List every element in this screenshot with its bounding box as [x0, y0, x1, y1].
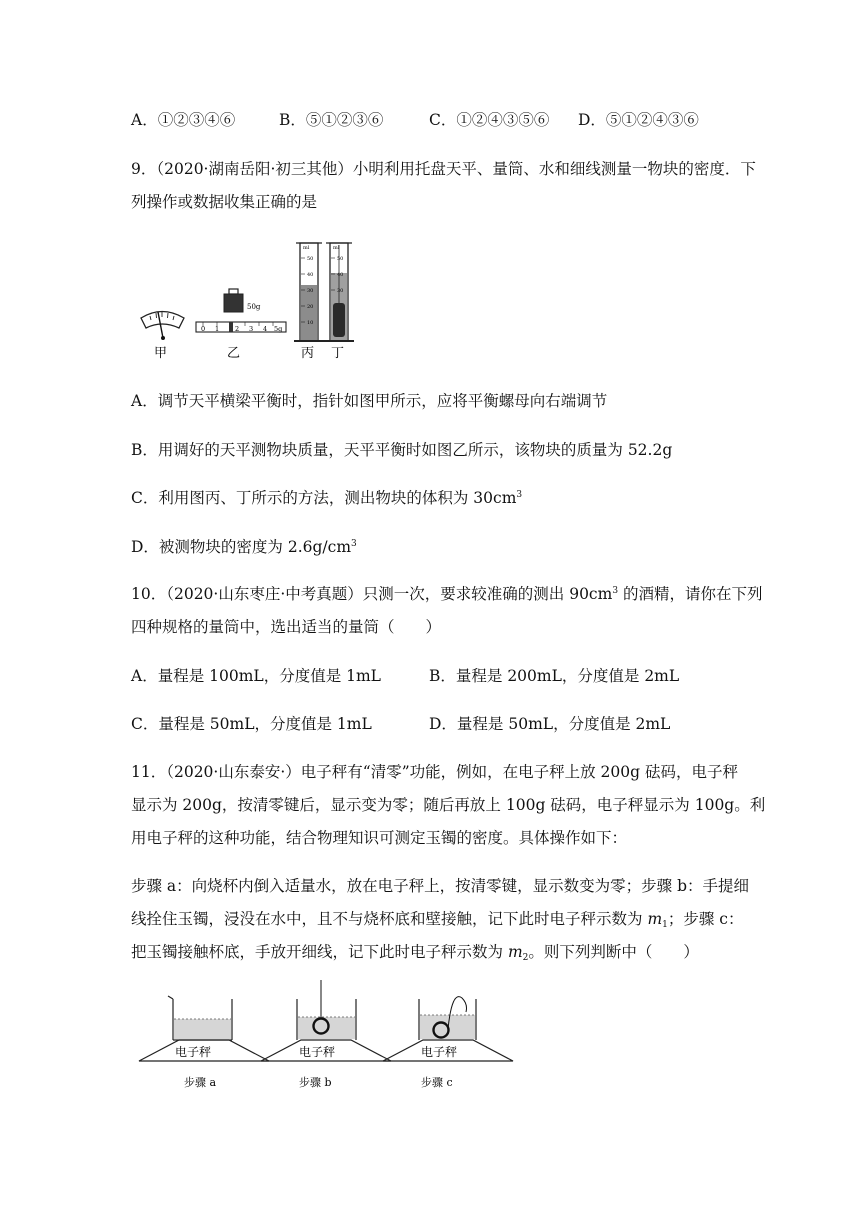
scale-label-b: 电子秤 — [299, 1045, 336, 1059]
q8-option-b: B．⑤①②③⑥ — [279, 111, 384, 129]
ruler-tick: 3 — [249, 325, 254, 333]
q11-line6 — [131, 942, 699, 962]
q9-option-b: B．用调好的天平测物块质量，天平平衡时如图乙所示，该物块的质量为 52.2g — [131, 441, 673, 459]
q8-option-d: D．⑤①②④③⑥ — [578, 111, 699, 129]
cylinder-unit: ml — [303, 245, 310, 251]
q9-option-c-text: C．利用图丙、丁所示的方法，测出物块的体积为 30cm — [131, 489, 517, 507]
q9-stem-line1: 9．（2020·湖南岳阳·初三其他）小明利用托盘天平、量筒、水和细线测量一物块的密度．下 — [131, 160, 756, 178]
q11-m2-subscript: 2 — [522, 953, 529, 963]
figure-label-ding: 丁 — [331, 346, 345, 361]
q11-m1-subscript: 1 — [662, 920, 668, 930]
scale-label-a: 电子秤 — [175, 1045, 212, 1059]
cylinder-tick: 40 — [307, 272, 314, 278]
ruler-tick: 5g — [274, 325, 283, 333]
weight-label: 50g — [247, 303, 261, 311]
cylinder-tick: 20 — [307, 304, 314, 310]
q9-option-d-text: D．被测物块的密度为 2.6g/cm — [131, 538, 352, 556]
q11-line3: 用电子秤的这种功能，结合物理知识可测定玉镯的密度。具体操作如下： — [131, 829, 628, 847]
q9-option-a: A．调节天平横梁平衡时，指针如图甲所示，应将平衡螺母向右端调节 — [131, 392, 608, 410]
q9-stem-line2: 列操作或数据收集正确的是 — [131, 193, 318, 211]
step-label-a: 步骤 a — [184, 1076, 217, 1089]
q10-stem-line1 — [131, 584, 762, 604]
q10-option-c: C．量程是 50mL，分度值是 1mL — [131, 715, 372, 733]
q11-line5 — [131, 909, 743, 929]
q11-line4: 步骤 a：向烧杯内倒入适量水，放在电子秤上，按清零键，显示数变为零；步骤 b：手提细 — [131, 877, 750, 895]
q9-option-d — [131, 537, 357, 557]
cylinder-tick: 50 — [307, 256, 314, 262]
cylinder-tick: 40 — [337, 272, 344, 278]
ruler-tick: 0 — [201, 325, 206, 333]
figure-label-yi: 乙 — [227, 346, 241, 361]
q10-option-b: B．量程是 200mL，分度值是 2mL — [429, 667, 680, 685]
q8-option-a: A．①②③④⑥ — [131, 111, 236, 129]
q11-line6-text-b: 。则下列判断中（ ） — [528, 943, 699, 961]
weight-and-ruler-diagram — [196, 289, 286, 332]
q9-option-c — [131, 488, 522, 508]
q10-option-d: D．量程是 50mL，分度值是 2mL — [429, 715, 671, 733]
cylinder-tick: 30 — [337, 288, 344, 294]
q10-stem-text-b: 的酒精，请你在下列 — [618, 585, 763, 603]
q9-option-c-sup: 3 — [516, 490, 523, 500]
q10-stem-text-a: 10．（2020·山东枣庄·中考真题）只测一次，要求较准确的测出 90cm — [131, 585, 613, 603]
q11-line5-text-a: 线拴住玉镯，浸没在水中，且不与烧杯底和壁接触，记下此时电子秤示数为 — [131, 910, 648, 928]
q8-option-c: C．①②④③⑤⑥ — [429, 111, 550, 129]
figure-label-jia: 甲 — [154, 346, 168, 361]
q11-line6-text-a: 把玉镯接触杯底，手放开细线，记下此时电子秤示数为 — [131, 943, 508, 961]
cylinder-tick: 50 — [337, 256, 344, 262]
ruler-tick: 1 — [215, 325, 220, 333]
q10-stem-line2: 四种规格的量筒中，选出适当的量筒（ ） — [131, 618, 442, 636]
q11-line2: 显示为 200g，按清零键后，显示变为零；随后再放上 100g 砝码，电子秤显示为 100g。利 — [131, 796, 766, 814]
figure-label-bing: 丙 — [301, 346, 315, 361]
q10-stem-sup: 3 — [612, 586, 619, 596]
q11-line5-text-b: ；步骤 c： — [667, 910, 744, 928]
ruler-tick: 4 — [263, 325, 268, 333]
q9-option-d-sup: 3 — [351, 539, 357, 549]
balance-pointer-diagram — [141, 312, 184, 341]
q10-option-a: A．量程是 100mL，分度值是 1mL — [131, 667, 381, 685]
scale-label-c: 电子秤 — [421, 1045, 458, 1059]
cylinder-tick: 10 — [307, 320, 314, 326]
q11-m1-symbol: m — [647, 910, 663, 928]
step-label-c: 步骤 c — [421, 1076, 453, 1089]
step-label-b: 步骤 b — [299, 1076, 332, 1089]
cylinder-unit: ml — [333, 245, 340, 251]
q11-m2-symbol: m — [507, 943, 523, 961]
ruler-tick: 2 — [235, 325, 240, 333]
cylinder-tick: 30 — [307, 288, 314, 294]
q11-line1: 11．（2020·山东泰安·）电子秤有“清零”功能，例如，在电子秤上放 200g 砝码，电子秤 — [131, 763, 738, 781]
